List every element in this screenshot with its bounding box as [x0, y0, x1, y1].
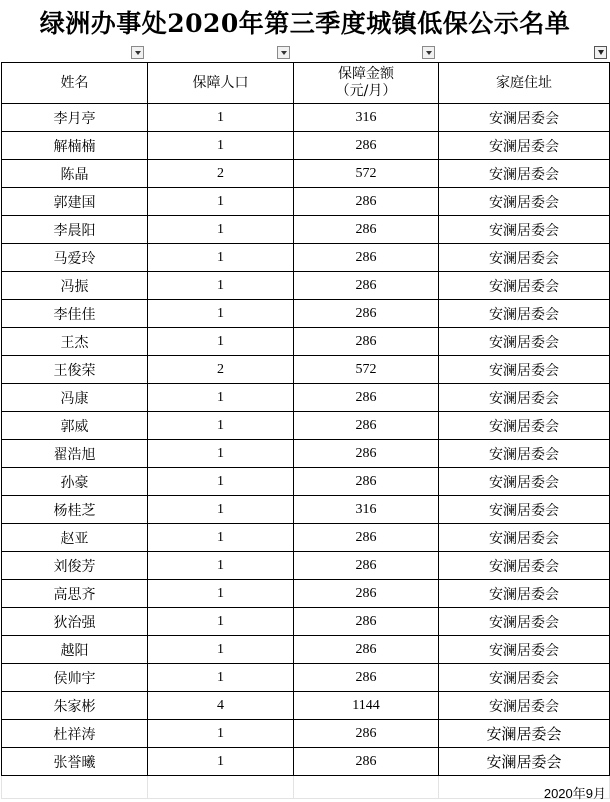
filter-persons-dropdown-icon[interactable]: [277, 46, 290, 59]
cell-address[interactable]: 安澜居委会: [439, 188, 610, 216]
filter-address-funnel-icon[interactable]: [594, 46, 607, 59]
cell-address[interactable]: 安澜居委会: [439, 384, 610, 412]
cell-address[interactable]: 安澜居委会: [439, 216, 610, 244]
cell-amount[interactable]: 286: [294, 748, 439, 776]
table-row: [2, 664, 610, 692]
table-row: [2, 384, 610, 412]
cell-name[interactable]: 马爱玲: [2, 244, 148, 272]
cell-amount[interactable]: 286: [294, 328, 439, 356]
table-row: [2, 328, 610, 356]
table-row: [2, 356, 610, 384]
cell-address[interactable]: 安澜居委会: [439, 720, 610, 748]
cell-amount[interactable]: 286: [294, 188, 439, 216]
cell-name[interactable]: 陈晶: [2, 160, 148, 188]
cell-amount[interactable]: 572: [294, 356, 439, 384]
table-row: [2, 468, 610, 496]
cell-address[interactable]: 安澜居委会: [439, 608, 610, 636]
cell-address[interactable]: 安澜居委会: [439, 580, 610, 608]
cell-persons[interactable]: 1: [148, 384, 294, 412]
cell-name[interactable]: 赵亚: [2, 524, 148, 552]
cell-persons[interactable]: 1: [148, 720, 294, 748]
cell-address[interactable]: 安澜居委会: [439, 300, 610, 328]
cell-amount[interactable]: 286: [294, 636, 439, 664]
header-amount-line2: （元/月）: [335, 83, 397, 99]
cell-amount[interactable]: 1144: [294, 692, 439, 720]
cell-address[interactable]: 安澜居委会: [439, 328, 610, 356]
table-row: [2, 608, 610, 636]
cell-address[interactable]: 安澜居委会: [439, 440, 610, 468]
cell-name[interactable]: 郭威: [2, 412, 148, 440]
header-amount-line1: 保障金额: [338, 66, 394, 82]
cell-persons[interactable]: 1: [148, 636, 294, 664]
cell-name[interactable]: 狄治强: [2, 608, 148, 636]
cell-persons[interactable]: 1: [148, 272, 294, 300]
empty-row: [2, 776, 610, 799]
cell-name[interactable]: 李晨阳: [2, 216, 148, 244]
cell-address[interactable]: 安澜居委会: [439, 692, 610, 720]
empty-cell[interactable]: [294, 776, 439, 799]
cell-amount[interactable]: 572: [294, 160, 439, 188]
table-row: [2, 440, 610, 468]
cell-amount[interactable]: 286: [294, 608, 439, 636]
table-row: [2, 244, 610, 272]
cell-address[interactable]: 安澜居委会: [439, 272, 610, 300]
cell-name[interactable]: 王俊荣: [2, 356, 148, 384]
cell-persons[interactable]: 1: [148, 412, 294, 440]
table-row: [2, 748, 610, 776]
cell-amount[interactable]: 286: [294, 132, 439, 160]
cell-persons[interactable]: 1: [148, 608, 294, 636]
cell-name[interactable]: 王杰: [2, 328, 148, 356]
cell-amount[interactable]: 286: [294, 384, 439, 412]
cell-address[interactable]: 安澜居委会: [439, 496, 610, 524]
table-row: [2, 272, 610, 300]
header-amount[interactable]: [294, 63, 439, 104]
cell-persons[interactable]: 4: [148, 692, 294, 720]
cell-address[interactable]: 安澜居委会: [439, 748, 610, 776]
cell-persons[interactable]: 1: [148, 468, 294, 496]
table-row: [2, 132, 610, 160]
cell-address[interactable]: 安澜居委会: [439, 664, 610, 692]
cell-name[interactable]: 李佳佳: [2, 300, 148, 328]
cell-name[interactable]: 侯帅宇: [2, 664, 148, 692]
table-row: [2, 412, 610, 440]
cell-persons[interactable]: 1: [148, 748, 294, 776]
cell-name[interactable]: 解楠楠: [2, 132, 148, 160]
cell-amount[interactable]: 286: [294, 468, 439, 496]
cell-address[interactable]: 安澜居委会: [439, 524, 610, 552]
cell-amount[interactable]: 286: [294, 216, 439, 244]
cell-amount[interactable]: 286: [294, 720, 439, 748]
table-row: [2, 636, 610, 664]
cell-address[interactable]: 安澜居委会: [439, 160, 610, 188]
cell-address[interactable]: 安澜居委会: [439, 244, 610, 272]
header-address[interactable]: 家庭住址: [439, 63, 610, 104]
cell-name[interactable]: 刘俊芳: [2, 552, 148, 580]
cell-persons[interactable]: 1: [148, 440, 294, 468]
cell-name[interactable]: 高思齐: [2, 580, 148, 608]
cell-address[interactable]: 安澜居委会: [439, 468, 610, 496]
cell-persons[interactable]: 1: [148, 300, 294, 328]
header-persons[interactable]: 保障人口: [148, 63, 294, 104]
table-row: [2, 580, 610, 608]
cell-amount[interactable]: 286: [294, 552, 439, 580]
cell-address[interactable]: 安澜居委会: [439, 356, 610, 384]
cell-name[interactable]: 杨桂芝: [2, 496, 148, 524]
empty-cell[interactable]: [148, 776, 294, 799]
cell-persons[interactable]: 1: [148, 244, 294, 272]
header-name[interactable]: 姓名: [2, 63, 148, 104]
cell-address[interactable]: 安澜居委会: [439, 552, 610, 580]
cell-persons[interactable]: 1: [148, 664, 294, 692]
table-header-row: [2, 63, 610, 104]
cell-persons[interactable]: 1: [148, 580, 294, 608]
recipients-table: [1, 62, 610, 799]
cell-persons[interactable]: 1: [148, 524, 294, 552]
cell-amount[interactable]: 316: [294, 496, 439, 524]
cell-persons[interactable]: 1: [148, 132, 294, 160]
cell-amount[interactable]: 286: [294, 244, 439, 272]
empty-cell[interactable]: [2, 776, 148, 799]
cell-name[interactable]: 郭建国: [2, 188, 148, 216]
table-row: [2, 300, 610, 328]
cell-amount[interactable]: 286: [294, 412, 439, 440]
cell-persons[interactable]: 1: [148, 104, 294, 132]
cell-address[interactable]: 安澜居委会: [439, 104, 610, 132]
cell-persons[interactable]: 1: [148, 328, 294, 356]
table-row: [2, 216, 610, 244]
cell-amount[interactable]: 316: [294, 104, 439, 132]
table-row: [2, 104, 610, 132]
cell-name[interactable]: 杜祥涛: [2, 720, 148, 748]
cell-amount[interactable]: 286: [294, 440, 439, 468]
cell-persons[interactable]: 1: [148, 496, 294, 524]
table-row: [2, 160, 610, 188]
cell-name[interactable]: 翟浩旭: [2, 440, 148, 468]
cell-amount[interactable]: 286: [294, 580, 439, 608]
cell-name[interactable]: 张誉曦: [2, 748, 148, 776]
cell-persons[interactable]: 2: [148, 356, 294, 384]
cell-name[interactable]: 朱家彬: [2, 692, 148, 720]
cell-amount[interactable]: 286: [294, 664, 439, 692]
table-row: [2, 524, 610, 552]
cell-persons[interactable]: 2: [148, 160, 294, 188]
cell-name[interactable]: 孙豪: [2, 468, 148, 496]
cell-name[interactable]: 冯振: [2, 272, 148, 300]
cell-persons[interactable]: 1: [148, 216, 294, 244]
cell-amount[interactable]: 286: [294, 272, 439, 300]
table-row: [2, 188, 610, 216]
cell-persons[interactable]: 1: [148, 552, 294, 580]
cell-name[interactable]: 越阳: [2, 636, 148, 664]
table-row: [2, 496, 610, 524]
filter-amount-dropdown-icon[interactable]: [422, 46, 435, 59]
cell-name[interactable]: 李月亭: [2, 104, 148, 132]
filter-name-dropdown-icon[interactable]: [131, 46, 144, 59]
cell-amount[interactable]: 286: [294, 524, 439, 552]
cell-address[interactable]: 安澜居委会: [439, 412, 610, 440]
table-body: [2, 104, 610, 799]
cell-name[interactable]: 冯康: [2, 384, 148, 412]
table-row: [2, 720, 610, 748]
cell-address[interactable]: 安澜居委会: [439, 636, 610, 664]
table-row: [2, 552, 610, 580]
footer-date: 2020年9月: [543, 786, 606, 801]
cell-persons[interactable]: 1: [148, 188, 294, 216]
sheet-title: 绿洲办事处2020年第三季度城镇低保公示名单: [39, 9, 571, 38]
cell-amount[interactable]: 286: [294, 300, 439, 328]
cell-address[interactable]: 安澜居委会: [439, 132, 610, 160]
autofilter-row: [0, 44, 610, 62]
table-row: [2, 692, 610, 720]
